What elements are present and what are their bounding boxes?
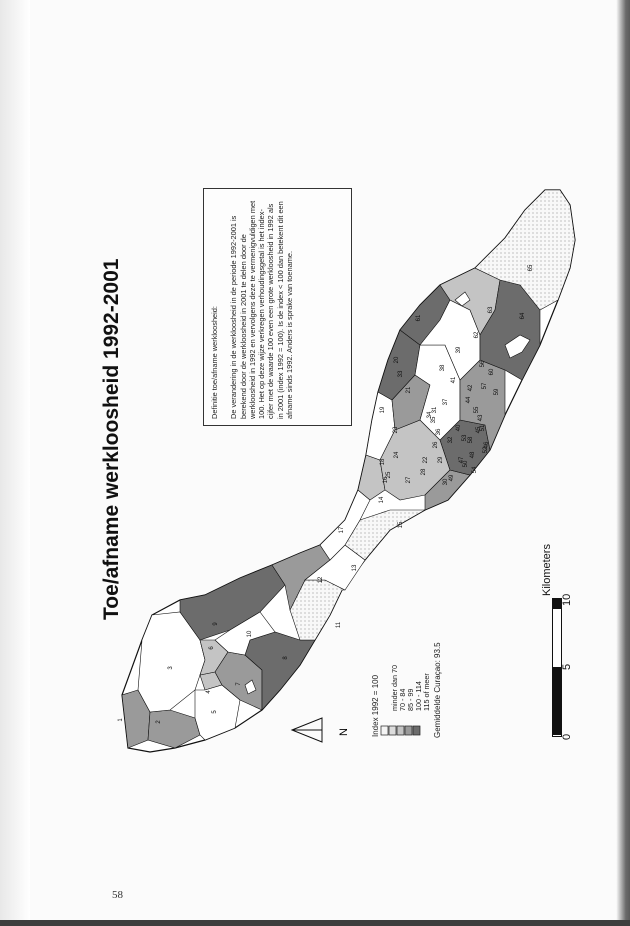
zone-label-25: 25 — [386, 471, 392, 479]
zone-label-7: 7 — [236, 682, 242, 686]
zone-label-45: 45 — [476, 426, 482, 434]
zone-label-18: 18 — [380, 458, 386, 466]
zone-label-4: 4 — [206, 690, 212, 694]
legend-label-5: 115 of meer — [422, 673, 431, 711]
zone-label-11: 11 — [336, 621, 342, 629]
zone-label-27: 27 — [406, 476, 412, 484]
scale-tick-0: 0 — [561, 733, 573, 740]
zone-label-30: 30 — [443, 478, 449, 486]
zone-label-42: 42 — [468, 384, 474, 392]
zone-label-24: 24 — [394, 451, 400, 459]
zone-label-28: 28 — [421, 468, 427, 476]
zone-label-29: 29 — [438, 456, 444, 464]
zone-label-48: 48 — [470, 451, 476, 459]
zone-label-62: 62 — [474, 331, 480, 339]
zone-label-20: 20 — [394, 356, 400, 364]
zone-label-33: 33 — [398, 370, 404, 378]
zone-label-15: 15 — [398, 521, 404, 529]
zone-label-35: 35 — [431, 416, 437, 424]
zone-label-12: 12 — [318, 576, 324, 584]
legend-label-2: 70 - 84 — [398, 688, 407, 711]
zone-label-43: 43 — [478, 414, 484, 422]
legend-swatch-4 — [405, 726, 412, 735]
definition-body: De verandering in de werkloosheid in de periode 1992-2001 is berekend door de werkloosheid in 2001 te delen door de werkloosheid in 1992 en vervolgens deze te vermenigvuldigen met 100. Het op deze wijze verkregen verhoudingsgetal is het index-cijfer met de waarde 100 even een grote werkloosheid in 1992 als in 2001 (index 1992 = 100). Is de index < 100 dan betekent dit een afname sinds 1992. Anders is sprake van toename. — [229, 200, 295, 419]
zone-label-3: 3 — [168, 666, 174, 670]
definition-box — [203, 188, 352, 426]
zone-label-39: 39 — [456, 346, 462, 354]
zone-label-38: 38 — [440, 364, 446, 372]
scale-tick-10: 10 — [561, 593, 573, 606]
zone-label-16: 16 — [383, 476, 389, 484]
zone-label-61: 61 — [416, 314, 422, 322]
zone-label-40: 40 — [456, 424, 462, 432]
north-label: N — [338, 728, 350, 736]
zone-label-52: 52 — [483, 446, 489, 454]
zone-label-54: 54 — [472, 466, 478, 474]
zone-label-47: 47 — [459, 456, 465, 464]
zone-label-56: 56 — [480, 360, 486, 368]
zone-label-26: 26 — [433, 441, 439, 449]
map-title: Toe/afname werkloosheid 1992-2001 — [100, 258, 123, 620]
zone-label-21: 21 — [406, 386, 412, 394]
legend-swatches — [381, 726, 420, 735]
zone-label-51: 51 — [480, 424, 486, 432]
zone-label-34: 34 — [427, 411, 433, 419]
definition-text — [210, 197, 294, 419]
zone-label-5: 5 — [212, 710, 218, 714]
zone-label-2: 2 — [156, 720, 162, 724]
zone-label-58: 58 — [468, 436, 474, 444]
legend-swatch-5 — [413, 726, 420, 735]
zone-label-19: 19 — [380, 406, 386, 414]
zone-label-32: 32 — [448, 436, 454, 444]
zone-label-60: 60 — [489, 368, 495, 376]
zone-label-1: 1 — [118, 718, 124, 722]
zone-label-9: 9 — [213, 622, 219, 626]
zone-label-23: 23 — [393, 426, 399, 434]
scale-unit: Kilometers — [541, 544, 553, 596]
zone-label-44: 44 — [466, 396, 472, 404]
legend-swatch-2 — [389, 726, 396, 735]
legend-title: Index 1992 = 100 — [371, 674, 380, 737]
zone-label-10: 10 — [247, 630, 253, 638]
zone-label-63: 63 — [488, 306, 494, 314]
zone-label-64: 64 — [520, 312, 526, 320]
zone-label-13: 13 — [352, 564, 358, 572]
zone-label-49: 49 — [449, 474, 455, 482]
legend-label-4: 100 - 114 — [414, 681, 423, 711]
zone-label-17: 17 — [339, 526, 345, 534]
zone-label-53: 53 — [462, 434, 468, 442]
north-arrow — [292, 718, 322, 742]
legend-swatch-1 — [381, 726, 388, 735]
scale-tick-5: 5 — [561, 663, 573, 670]
zone-label-37: 37 — [443, 398, 449, 406]
zone-label-22: 22 — [423, 456, 429, 464]
zone-label-14: 14 — [379, 496, 385, 504]
zone-label-36: 36 — [436, 428, 442, 436]
zone-label-55: 55 — [474, 406, 480, 414]
legend-swatch-3 — [397, 726, 404, 735]
zone-label-57: 57 — [482, 382, 488, 390]
definition-heading: Definitie toe/afname werkloosheid: — [210, 306, 219, 419]
zone-label-31: 31 — [432, 406, 438, 414]
zone-label-59: 59 — [494, 388, 500, 396]
average-value: Gemiddelde Curaçao: 93.5 — [433, 642, 442, 738]
page-number: 58 — [112, 889, 123, 901]
legend-label-3: 85 - 99 — [406, 688, 415, 711]
zone-label-8: 8 — [283, 656, 289, 660]
zone-label-50: 50 — [463, 460, 469, 468]
zone-label-6: 6 — [209, 646, 215, 650]
zone-label-46: 46 — [484, 441, 490, 449]
zone-label-41: 41 — [451, 376, 457, 384]
legend-label-1: minder dan 70 — [390, 665, 399, 711]
zone-label-65: 65 — [528, 264, 534, 272]
